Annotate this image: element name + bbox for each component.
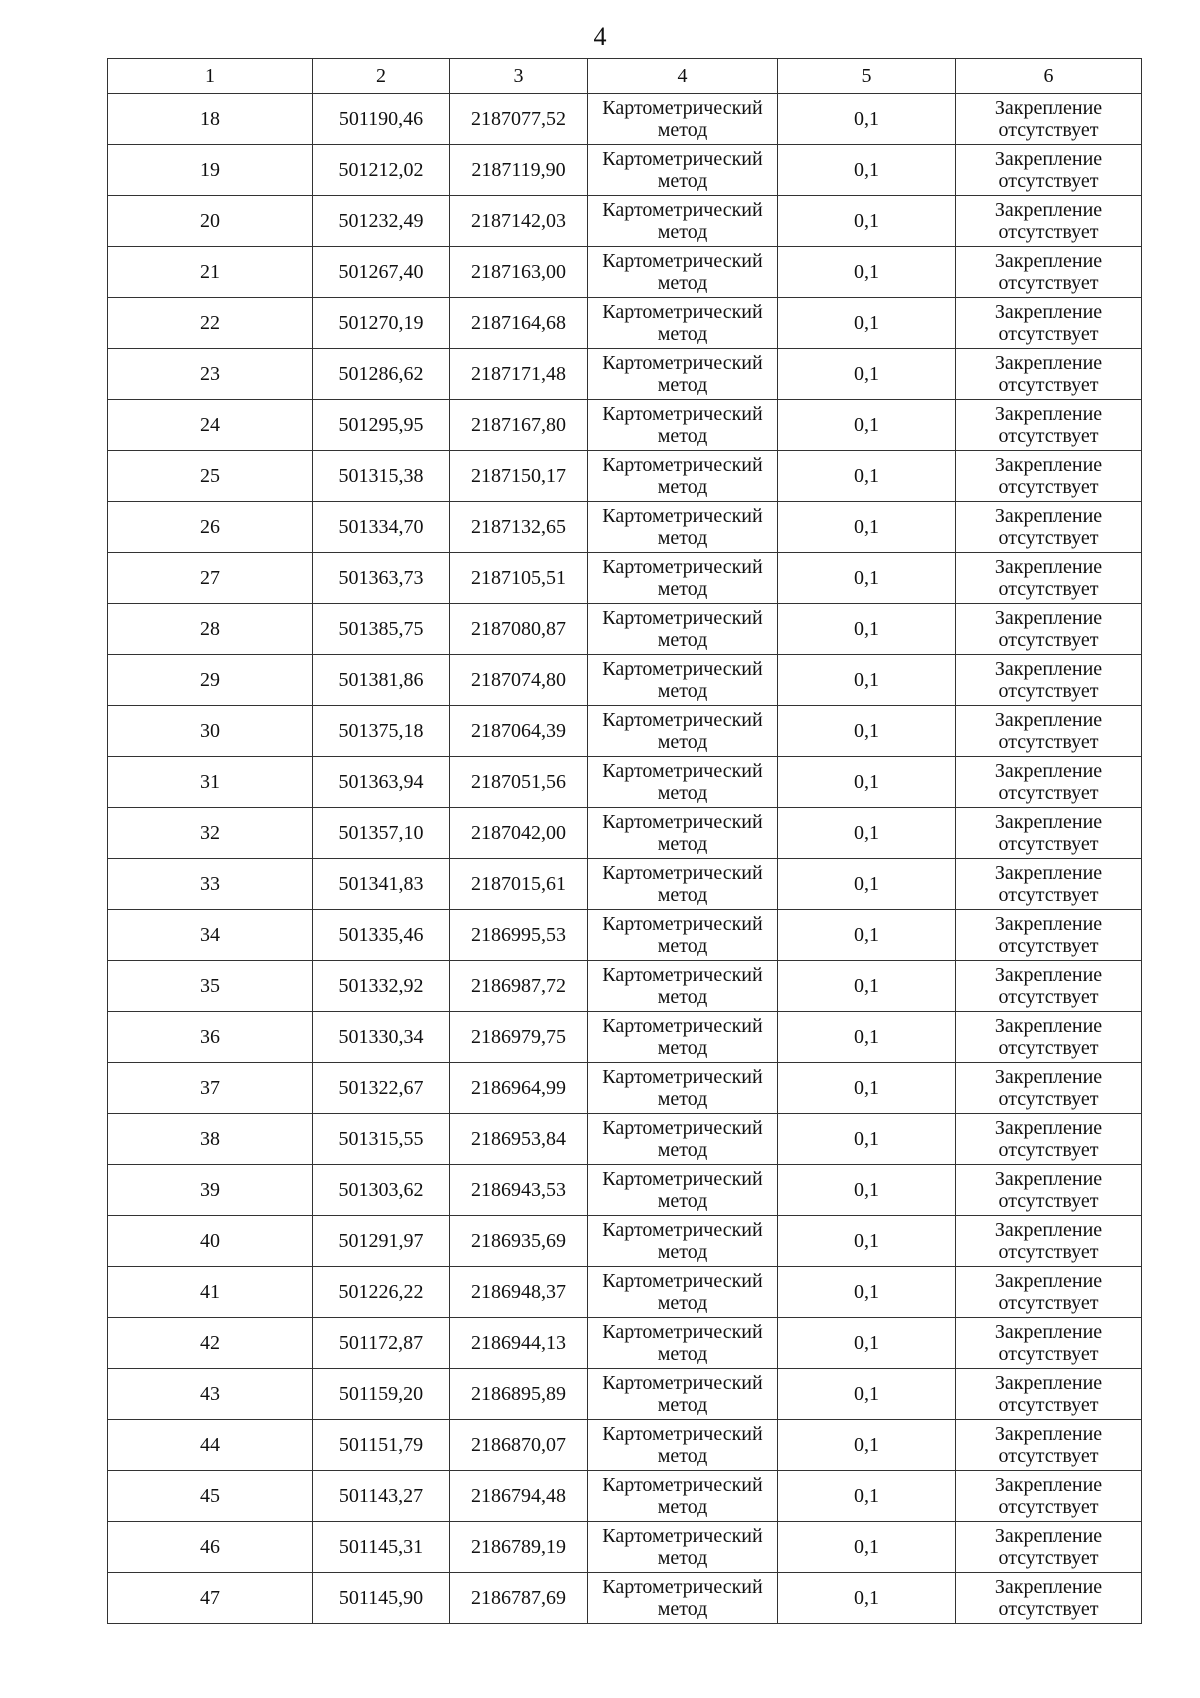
accuracy-cell: 0,1 <box>778 1012 956 1063</box>
marking-cell: Закрепление отсутствует <box>956 808 1142 859</box>
table-row <box>108 808 1142 859</box>
method-cell: Картометрический метод <box>588 604 778 655</box>
coordinates-table <box>107 58 1142 1624</box>
method-cell: Картометрический метод <box>588 94 778 145</box>
x-coordinate-cell: 501159,20 <box>313 1369 450 1420</box>
point-number-cell: 40 <box>108 1216 313 1267</box>
accuracy-cell: 0,1 <box>778 706 956 757</box>
x-coordinate-cell: 501212,02 <box>313 145 450 196</box>
marking-cell: Закрепление отсутствует <box>956 1165 1142 1216</box>
table-row <box>108 961 1142 1012</box>
accuracy-cell: 0,1 <box>778 859 956 910</box>
x-coordinate-cell: 501385,75 <box>313 604 450 655</box>
marking-cell: Закрепление отсутствует <box>956 94 1142 145</box>
method-cell: Картометрический метод <box>588 1318 778 1369</box>
y-coordinate-cell: 2187064,39 <box>450 706 588 757</box>
marking-cell: Закрепление отсутствует <box>956 1573 1142 1624</box>
point-number-cell: 32 <box>108 808 313 859</box>
accuracy-cell: 0,1 <box>778 298 956 349</box>
method-cell: Картометрический метод <box>588 196 778 247</box>
point-number-cell: 29 <box>108 655 313 706</box>
y-coordinate-cell: 2187074,80 <box>450 655 588 706</box>
point-number-cell: 20 <box>108 196 313 247</box>
marking-cell: Закрепление отсутствует <box>956 502 1142 553</box>
x-coordinate-cell: 501375,18 <box>313 706 450 757</box>
header-col-3: 3 <box>450 59 588 94</box>
accuracy-cell: 0,1 <box>778 145 956 196</box>
marking-cell: Закрепление отсутствует <box>956 655 1142 706</box>
x-coordinate-cell: 501315,55 <box>313 1114 450 1165</box>
marking-cell: Закрепление отсутствует <box>956 196 1142 247</box>
method-cell: Картометрический метод <box>588 298 778 349</box>
x-coordinate-cell: 501332,92 <box>313 961 450 1012</box>
accuracy-cell: 0,1 <box>778 1114 956 1165</box>
y-coordinate-cell: 2186979,75 <box>450 1012 588 1063</box>
point-number-cell: 47 <box>108 1573 313 1624</box>
header-col-2: 2 <box>313 59 450 94</box>
accuracy-cell: 0,1 <box>778 1267 956 1318</box>
point-number-cell: 19 <box>108 145 313 196</box>
x-coordinate-cell: 501190,46 <box>313 94 450 145</box>
table-row <box>108 1573 1142 1624</box>
y-coordinate-cell: 2186943,53 <box>450 1165 588 1216</box>
x-coordinate-cell: 501322,67 <box>313 1063 450 1114</box>
header-col-4: 4 <box>588 59 778 94</box>
y-coordinate-cell: 2187077,52 <box>450 94 588 145</box>
point-number-cell: 21 <box>108 247 313 298</box>
y-coordinate-cell: 2187150,17 <box>450 451 588 502</box>
x-coordinate-cell: 501295,95 <box>313 400 450 451</box>
marking-cell: Закрепление отсутствует <box>956 1369 1142 1420</box>
method-cell: Картометрический метод <box>588 1216 778 1267</box>
table-header-row <box>108 59 1142 94</box>
point-number-cell: 23 <box>108 349 313 400</box>
accuracy-cell: 0,1 <box>778 1522 956 1573</box>
x-coordinate-cell: 501334,70 <box>313 502 450 553</box>
accuracy-cell: 0,1 <box>778 1369 956 1420</box>
method-cell: Картометрический метод <box>588 1063 778 1114</box>
table-row <box>108 1420 1142 1471</box>
accuracy-cell: 0,1 <box>778 961 956 1012</box>
method-cell: Картометрический метод <box>588 247 778 298</box>
y-coordinate-cell: 2187105,51 <box>450 553 588 604</box>
marking-cell: Закрепление отсутствует <box>956 910 1142 961</box>
table-row <box>108 247 1142 298</box>
point-number-cell: 33 <box>108 859 313 910</box>
table-row <box>108 400 1142 451</box>
marking-cell: Закрепление отсутствует <box>956 1471 1142 1522</box>
x-coordinate-cell: 501286,62 <box>313 349 450 400</box>
y-coordinate-cell: 2187042,00 <box>450 808 588 859</box>
y-coordinate-cell: 2187167,80 <box>450 400 588 451</box>
accuracy-cell: 0,1 <box>778 604 956 655</box>
method-cell: Картометрический метод <box>588 451 778 502</box>
y-coordinate-cell: 2187015,61 <box>450 859 588 910</box>
y-coordinate-cell: 2187132,65 <box>450 502 588 553</box>
y-coordinate-cell: 2186935,69 <box>450 1216 588 1267</box>
marking-cell: Закрепление отсутствует <box>956 1114 1142 1165</box>
accuracy-cell: 0,1 <box>778 247 956 298</box>
marking-cell: Закрепление отсутствует <box>956 1267 1142 1318</box>
point-number-cell: 37 <box>108 1063 313 1114</box>
y-coordinate-cell: 2187171,48 <box>450 349 588 400</box>
y-coordinate-cell: 2187163,00 <box>450 247 588 298</box>
x-coordinate-cell: 501145,90 <box>313 1573 450 1624</box>
accuracy-cell: 0,1 <box>778 196 956 247</box>
accuracy-cell: 0,1 <box>778 1420 956 1471</box>
table-row <box>108 349 1142 400</box>
table-row <box>108 1216 1142 1267</box>
method-cell: Картометрический метод <box>588 1114 778 1165</box>
accuracy-cell: 0,1 <box>778 94 956 145</box>
method-cell: Картометрический метод <box>588 349 778 400</box>
table-row <box>108 1267 1142 1318</box>
table-row <box>108 502 1142 553</box>
table-row <box>108 859 1142 910</box>
point-number-cell: 24 <box>108 400 313 451</box>
marking-cell: Закрепление отсутствует <box>956 145 1142 196</box>
x-coordinate-cell: 501151,79 <box>313 1420 450 1471</box>
marking-cell: Закрепление отсутствует <box>956 961 1142 1012</box>
table-row <box>108 910 1142 961</box>
table-row <box>108 1369 1142 1420</box>
x-coordinate-cell: 501335,46 <box>313 910 450 961</box>
table-row <box>108 1165 1142 1216</box>
method-cell: Картометрический метод <box>588 757 778 808</box>
accuracy-cell: 0,1 <box>778 808 956 859</box>
marking-cell: Закрепление отсутствует <box>956 1063 1142 1114</box>
x-coordinate-cell: 501226,22 <box>313 1267 450 1318</box>
table-row <box>108 553 1142 604</box>
table-row <box>108 1522 1142 1573</box>
marking-cell: Закрепление отсутствует <box>956 349 1142 400</box>
table-body <box>108 94 1142 1624</box>
table-row <box>108 298 1142 349</box>
method-cell: Картометрический метод <box>588 1165 778 1216</box>
method-cell: Картометрический метод <box>588 961 778 1012</box>
x-coordinate-cell: 501381,86 <box>313 655 450 706</box>
x-coordinate-cell: 501303,62 <box>313 1165 450 1216</box>
method-cell: Картометрический метод <box>588 808 778 859</box>
y-coordinate-cell: 2186953,84 <box>450 1114 588 1165</box>
point-number-cell: 18 <box>108 94 313 145</box>
method-cell: Картометрический метод <box>588 400 778 451</box>
point-number-cell: 26 <box>108 502 313 553</box>
table-row <box>108 706 1142 757</box>
method-cell: Картометрический метод <box>588 910 778 961</box>
method-cell: Картометрический метод <box>588 1369 778 1420</box>
x-coordinate-cell: 501357,10 <box>313 808 450 859</box>
header-col-6: 6 <box>956 59 1142 94</box>
point-number-cell: 27 <box>108 553 313 604</box>
point-number-cell: 30 <box>108 706 313 757</box>
x-coordinate-cell: 501330,34 <box>313 1012 450 1063</box>
y-coordinate-cell: 2186964,99 <box>450 1063 588 1114</box>
method-cell: Картометрический метод <box>588 1267 778 1318</box>
marking-cell: Закрепление отсутствует <box>956 757 1142 808</box>
method-cell: Картометрический метод <box>588 859 778 910</box>
point-number-cell: 34 <box>108 910 313 961</box>
x-coordinate-cell: 501270,19 <box>313 298 450 349</box>
y-coordinate-cell: 2186995,53 <box>450 910 588 961</box>
y-coordinate-cell: 2187119,90 <box>450 145 588 196</box>
marking-cell: Закрепление отсутствует <box>956 1420 1142 1471</box>
marking-cell: Закрепление отсутствует <box>956 1012 1142 1063</box>
accuracy-cell: 0,1 <box>778 910 956 961</box>
point-number-cell: 31 <box>108 757 313 808</box>
x-coordinate-cell: 501145,31 <box>313 1522 450 1573</box>
y-coordinate-cell: 2186987,72 <box>450 961 588 1012</box>
method-cell: Картометрический метод <box>588 1012 778 1063</box>
point-number-cell: 45 <box>108 1471 313 1522</box>
method-cell: Картометрический метод <box>588 553 778 604</box>
x-coordinate-cell: 501232,49 <box>313 196 450 247</box>
method-cell: Картометрический метод <box>588 655 778 706</box>
method-cell: Картометрический метод <box>588 145 778 196</box>
marking-cell: Закрепление отсутствует <box>956 400 1142 451</box>
accuracy-cell: 0,1 <box>778 400 956 451</box>
point-number-cell: 38 <box>108 1114 313 1165</box>
method-cell: Картометрический метод <box>588 706 778 757</box>
y-coordinate-cell: 2186944,13 <box>450 1318 588 1369</box>
accuracy-cell: 0,1 <box>778 1063 956 1114</box>
marking-cell: Закрепление отсутствует <box>956 553 1142 604</box>
accuracy-cell: 0,1 <box>778 349 956 400</box>
marking-cell: Закрепление отсутствует <box>956 1522 1142 1573</box>
y-coordinate-cell: 2186789,19 <box>450 1522 588 1573</box>
point-number-cell: 22 <box>108 298 313 349</box>
marking-cell: Закрепление отсутствует <box>956 859 1142 910</box>
y-coordinate-cell: 2186794,48 <box>450 1471 588 1522</box>
point-number-cell: 39 <box>108 1165 313 1216</box>
x-coordinate-cell: 501172,87 <box>313 1318 450 1369</box>
method-cell: Картометрический метод <box>588 502 778 553</box>
table-row <box>108 145 1142 196</box>
method-cell: Картометрический метод <box>588 1420 778 1471</box>
accuracy-cell: 0,1 <box>778 451 956 502</box>
accuracy-cell: 0,1 <box>778 1216 956 1267</box>
table-row <box>108 1063 1142 1114</box>
marking-cell: Закрепление отсутствует <box>956 604 1142 655</box>
x-coordinate-cell: 501341,83 <box>313 859 450 910</box>
accuracy-cell: 0,1 <box>778 1573 956 1624</box>
page-number: 4 <box>593 22 607 51</box>
y-coordinate-cell: 2186895,89 <box>450 1369 588 1420</box>
x-coordinate-cell: 501291,97 <box>313 1216 450 1267</box>
point-number-cell: 28 <box>108 604 313 655</box>
accuracy-cell: 0,1 <box>778 655 956 706</box>
table-row <box>108 451 1142 502</box>
marking-cell: Закрепление отсутствует <box>956 247 1142 298</box>
y-coordinate-cell: 2186787,69 <box>450 1573 588 1624</box>
y-coordinate-cell: 2186948,37 <box>450 1267 588 1318</box>
accuracy-cell: 0,1 <box>778 757 956 808</box>
y-coordinate-cell: 2186870,07 <box>450 1420 588 1471</box>
table-row <box>108 757 1142 808</box>
x-coordinate-cell: 501363,94 <box>313 757 450 808</box>
table-row <box>108 1012 1142 1063</box>
method-cell: Картометрический метод <box>588 1522 778 1573</box>
point-number-cell: 36 <box>108 1012 313 1063</box>
marking-cell: Закрепление отсутствует <box>956 298 1142 349</box>
method-cell: Картометрический метод <box>588 1573 778 1624</box>
marking-cell: Закрепление отсутствует <box>956 1318 1142 1369</box>
point-number-cell: 25 <box>108 451 313 502</box>
point-number-cell: 35 <box>108 961 313 1012</box>
method-cell: Картометрический метод <box>588 1471 778 1522</box>
marking-cell: Закрепление отсутствует <box>956 1216 1142 1267</box>
point-number-cell: 46 <box>108 1522 313 1573</box>
point-number-cell: 43 <box>108 1369 313 1420</box>
table-row <box>108 604 1142 655</box>
header-col-1: 1 <box>108 59 313 94</box>
x-coordinate-cell: 501267,40 <box>313 247 450 298</box>
marking-cell: Закрепление отсутствует <box>956 451 1142 502</box>
y-coordinate-cell: 2187164,68 <box>450 298 588 349</box>
point-number-cell: 41 <box>108 1267 313 1318</box>
x-coordinate-cell: 501363,73 <box>313 553 450 604</box>
point-number-cell: 42 <box>108 1318 313 1369</box>
marking-cell: Закрепление отсутствует <box>956 706 1142 757</box>
accuracy-cell: 0,1 <box>778 1471 956 1522</box>
header-col-5: 5 <box>778 59 956 94</box>
table-row <box>108 655 1142 706</box>
accuracy-cell: 0,1 <box>778 553 956 604</box>
table-row <box>108 1471 1142 1522</box>
point-number-cell: 44 <box>108 1420 313 1471</box>
table-row <box>108 196 1142 247</box>
y-coordinate-cell: 2187142,03 <box>450 196 588 247</box>
table-row <box>108 1318 1142 1369</box>
y-coordinate-cell: 2187051,56 <box>450 757 588 808</box>
x-coordinate-cell: 501143,27 <box>313 1471 450 1522</box>
table-row <box>108 1114 1142 1165</box>
table-row <box>108 94 1142 145</box>
accuracy-cell: 0,1 <box>778 502 956 553</box>
accuracy-cell: 0,1 <box>778 1165 956 1216</box>
accuracy-cell: 0,1 <box>778 1318 956 1369</box>
y-coordinate-cell: 2187080,87 <box>450 604 588 655</box>
x-coordinate-cell: 501315,38 <box>313 451 450 502</box>
